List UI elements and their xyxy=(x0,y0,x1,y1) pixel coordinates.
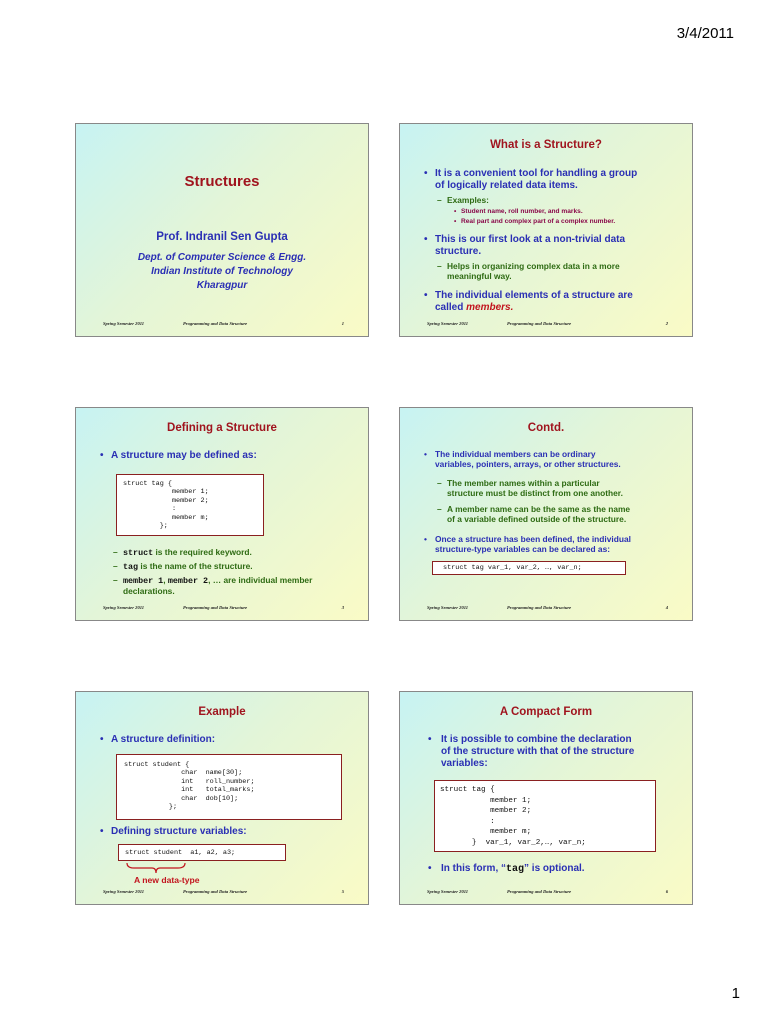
code-line: } var_1, var_2,…, var_n; xyxy=(440,838,586,847)
curly-brace-icon xyxy=(126,862,186,874)
footer-course: Programming and Data Structure xyxy=(507,321,572,326)
bullet-line xyxy=(435,302,685,314)
bullet: • This is our first look at a non-trivial data structure. xyxy=(435,234,685,258)
footer-course: Programming and Data Structure xyxy=(183,605,248,610)
bullet-line: structure-type variables can be declared as: xyxy=(435,544,611,554)
sub-sub-bullet: • Real part and complex part of a complex number. xyxy=(454,218,616,225)
code-inline: member 1 xyxy=(123,576,164,586)
affiliation-line: Indian Institute of Technology xyxy=(151,266,293,277)
bullet: • In this form, “tag” is optional. xyxy=(428,863,585,875)
slide-footer xyxy=(400,605,692,613)
footer-slide-number: 2 xyxy=(665,321,668,326)
slide-6 xyxy=(399,691,693,905)
page-number: 1 xyxy=(731,985,740,1002)
slide-1 xyxy=(75,123,369,337)
code-block xyxy=(434,780,656,852)
code-block xyxy=(116,474,264,536)
slide-footer xyxy=(76,321,368,329)
sub-bullet: – A member name can be the same as the name of a variable defined outside of the structure. xyxy=(437,504,631,524)
code-line: char dob[10]; xyxy=(124,794,239,803)
slide-title: Contd. xyxy=(527,422,565,434)
code-block xyxy=(432,561,626,575)
bullet-line: variables: xyxy=(441,758,488,769)
slide-title: What is a Structure? xyxy=(490,139,602,151)
footer-semester: Spring Semester 2011 xyxy=(103,605,145,610)
footer-semester: Spring Semester 2011 xyxy=(427,321,469,326)
affiliation-line: Kharagpur xyxy=(196,280,248,291)
author: Prof. Indranil Sen Gupta xyxy=(156,231,288,243)
code-line: }; xyxy=(123,522,168,531)
bullet-line: The individual members can be ordinary xyxy=(435,449,596,459)
sub-sub-bullet: • Student name, roll number, and marks. xyxy=(454,208,583,215)
sub-bullet-line: structure must be distinct from one another. xyxy=(447,488,623,498)
sub-bullet: – tag is the name of the structure. xyxy=(113,561,253,572)
sub-bullet-text: is the name of the structure. xyxy=(138,561,253,571)
footer-semester: Spring Semester 2011 xyxy=(427,889,469,894)
footer-slide-number: 5 xyxy=(341,889,344,894)
bullet-text: ” is optional. xyxy=(524,863,585,874)
slide-title: Defining a Structure xyxy=(167,422,277,434)
footer-semester: Spring Semester 2011 xyxy=(103,889,145,894)
sub-bullet-line: Helps in organizing complex data in a more xyxy=(447,261,620,271)
code-line: struct student { xyxy=(124,761,190,769)
slide-2 xyxy=(399,123,693,337)
code-line: member 1; xyxy=(440,796,532,805)
sub-bullet-line: A member name can be the same as the name xyxy=(447,504,631,514)
footer-semester: Spring Semester 2011 xyxy=(103,321,145,326)
code-line: member m; xyxy=(123,513,209,522)
sub-bullet: – Examples: xyxy=(437,195,489,205)
bullet: • It is a convenient tool for handling a group of logically related data items. xyxy=(435,168,685,192)
slide-footer xyxy=(400,889,692,897)
footer-course: Programming and Data Structure xyxy=(507,605,572,610)
sub-bullet-line: The member names within a particular xyxy=(447,478,600,488)
slide-title: A Compact Form xyxy=(499,706,593,718)
bullet-text: A structure may be defined as: xyxy=(111,450,257,461)
code-line: struct tag var_1, var_2, …, var_n; xyxy=(443,564,582,572)
bullet-line: structure. xyxy=(435,246,482,257)
affiliation-line: Dept. of Computer Science & Engg. xyxy=(137,252,307,263)
bullet: • The individual elements of a structure are called members. xyxy=(435,290,685,314)
code-block xyxy=(118,844,286,861)
code-line: member 1; xyxy=(123,488,209,497)
affiliation xyxy=(76,251,368,293)
code-line: struct tag { xyxy=(123,480,172,488)
bullet: • Defining structure variables: xyxy=(100,826,247,837)
bullet: • The individual members can be ordinary variables, pointers, arrays, or other structures. xyxy=(435,449,685,469)
sub-bullet: – member 1, member 2, … are individual member declarations. xyxy=(113,575,313,596)
sub-bullet-text: Examples: xyxy=(447,195,489,205)
slide-footer xyxy=(400,321,692,329)
sub-bullet-line: declarations. xyxy=(123,586,175,596)
code-line: member 2; xyxy=(440,807,532,816)
footer-slide-number: 3 xyxy=(341,605,344,610)
footer-slide-number: 4 xyxy=(665,605,668,610)
code-line: int total_marks; xyxy=(124,786,255,795)
code-line: member 2; xyxy=(123,496,209,505)
bullet-line: of logically related data items. xyxy=(435,180,578,191)
sub-sub-bullet-text: Student name, roll number, and marks. xyxy=(461,208,583,215)
sub-bullet: – struct is the required keyword. xyxy=(113,547,252,558)
code-inline: member 2 xyxy=(167,576,209,586)
code-inline: tag xyxy=(506,864,525,875)
emphasis-members: members. xyxy=(466,302,514,313)
footer-course: Programming and Data Structure xyxy=(183,889,248,894)
code-line: : xyxy=(123,505,177,514)
slide-4 xyxy=(399,407,693,621)
slide-3 xyxy=(75,407,369,621)
bullet-line: This is our first look at a non-trivial data xyxy=(435,234,626,245)
code-line: struct tag { xyxy=(440,786,495,794)
bullet-line: Once a structure has been defined, the individual xyxy=(435,534,631,544)
bullet-line: It is possible to combine the declaration xyxy=(441,734,632,745)
sub-bullet-line: of a variable defined outside of the structure. xyxy=(447,514,627,524)
code-line: : xyxy=(440,817,495,826)
sub-bullet-text: is the required keyword. xyxy=(153,547,252,557)
code-line: char name[30]; xyxy=(124,769,243,778)
footer-course: Programming and Data Structure xyxy=(507,889,572,894)
bullet-text: Defining structure variables: xyxy=(111,826,247,837)
slide-title: Example xyxy=(198,706,246,718)
code-line: member m; xyxy=(440,828,532,837)
bullet-line: of the structure with that of the structure xyxy=(441,746,635,757)
footer-slide-number: 6 xyxy=(665,889,668,894)
bullet-line: variables, pointers, arrays, or other structures. xyxy=(435,459,621,469)
bullet: • It is possible to combine the declaration of the structure with that of the structure variables: xyxy=(441,734,681,770)
bullet-text: In this form, “ xyxy=(441,863,506,874)
code-block xyxy=(116,754,342,820)
code-line: int roll_number; xyxy=(124,777,255,786)
code-inline: struct xyxy=(123,548,154,558)
bullet-line-text: called xyxy=(435,302,467,313)
sub-bullet: – Helps in organizing complex data in a more meaningful way. xyxy=(437,261,620,281)
slide-5 xyxy=(75,691,369,905)
page-date: 3/4/2011 xyxy=(676,25,734,42)
bullet-text: A structure definition: xyxy=(111,734,216,745)
footer-semester: Spring Semester 2011 xyxy=(427,605,469,610)
sub-bullet-line: meaningful way. xyxy=(447,271,512,281)
footer-slide-number: 1 xyxy=(341,321,344,326)
bullet-line: The individual elements of a structure are xyxy=(435,290,633,301)
sub-bullet-text: , xyxy=(163,575,168,585)
bullet: • Once a structure has been defined, the individual structure-type variables can be declared as: xyxy=(435,534,685,554)
sub-sub-bullet-text: Real part and complex part of a complex number. xyxy=(461,218,616,225)
bullet-line: It is a convenient tool for handling a group xyxy=(435,168,638,179)
slide-title: Structures xyxy=(184,173,260,190)
code-line: struct student a1, a2, a3; xyxy=(125,849,236,857)
slide-footer xyxy=(76,605,368,613)
bullet: • A structure may be defined as: xyxy=(100,450,257,461)
sub-bullet: – The member names within a particular structure must be distinct from one another. xyxy=(437,478,623,498)
footer-course: Programming and Data Structure xyxy=(183,321,248,326)
slide-footer xyxy=(76,889,368,897)
code-line: }; xyxy=(124,803,178,812)
new-data-type-annotation: A new data-type xyxy=(134,875,200,885)
sub-bullet-text: , … are individual member xyxy=(208,575,313,585)
code-inline: tag xyxy=(123,562,139,572)
bullet: • A structure definition: xyxy=(100,734,216,745)
